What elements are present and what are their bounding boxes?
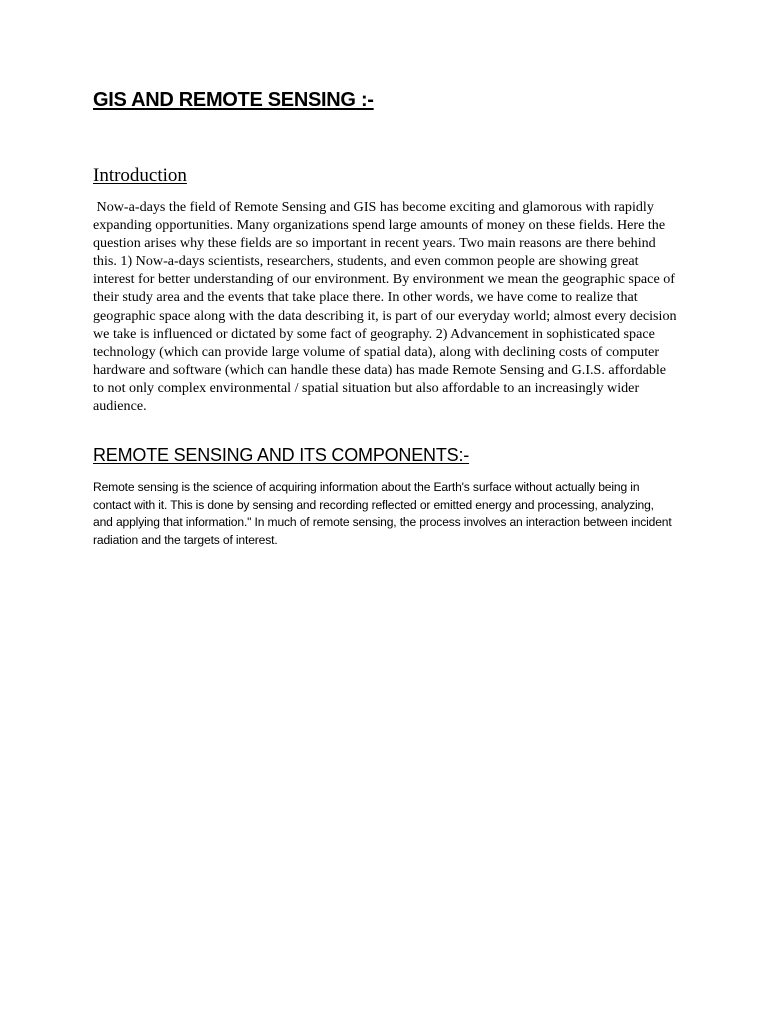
remote-sensing-heading: REMOTE SENSING AND ITS COMPONENTS:- bbox=[93, 445, 470, 465]
document-title: GIS AND REMOTE SENSING :- bbox=[93, 89, 374, 111]
remote-sensing-paragraph: Remote sensing is the science of acquiring information about the Earth's surface without actually being in contact with it. This is done by sensing and recording reflected or emitted energy and processing, analyzing, and applying that information." In much of remote sensing, the process involves an interaction between incident radiation and the targets of interest. bbox=[93, 480, 672, 547]
introduction-heading: Introduction bbox=[93, 165, 187, 186]
introduction-text: Now-a-days the field of Remote Sensing and GIS has become exciting and glamorous with rapidly expanding opportunities. Many organizations spend large amounts of money on these fields. Here the question arises why these fields are so important in recent years. Two main reasons are there behind this. 1) Now-a-days scientists, researchers, students, and even common people are showing great interest for better understanding of our environment. By environment we mean the geographic space of their study area and the events that take place there. In other words, we have come to realize that geographic space along with the data describing it, is part of our everyday world; almost every decision we take is influenced or dictated by some fact of geography. 2) Advancement in sophisticated space technology (which can provide large volume of spatial data), along with declining costs of computer hardware and software (which can handle these data) has made Remote Sensing and G.I.S. affordable to not only complex environmental / spatial situation but also affordable to an increasingly wider audience. bbox=[93, 199, 677, 415]
introduction-paragraph bbox=[93, 198, 678, 415]
